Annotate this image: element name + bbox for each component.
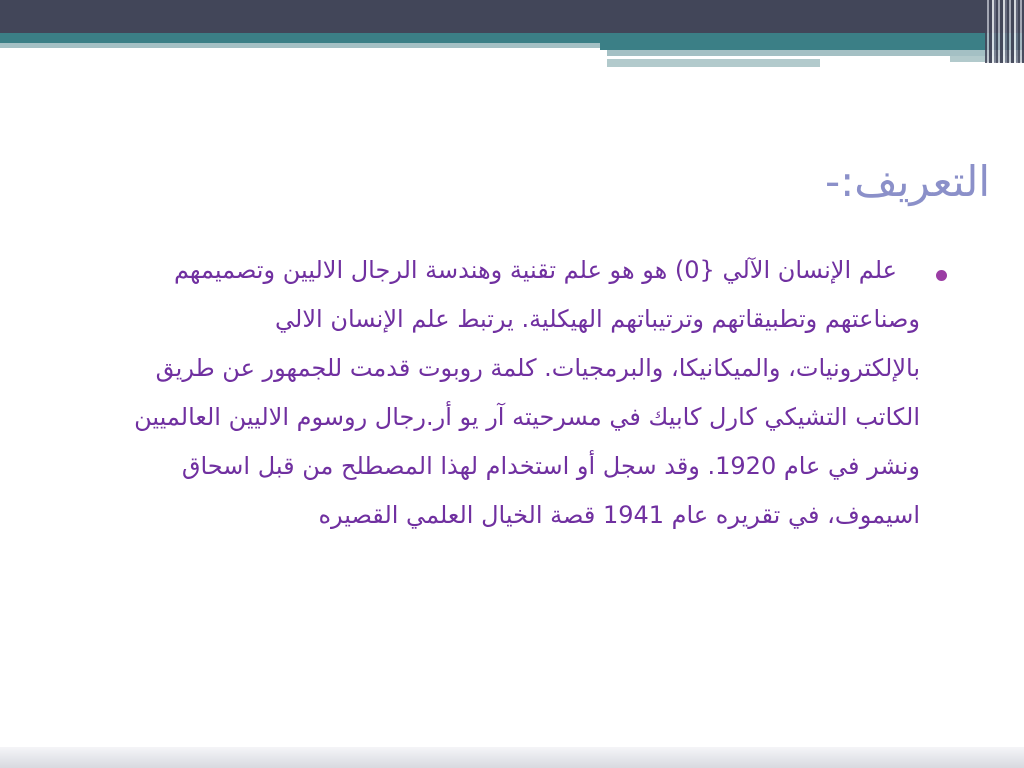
banner-left-light-strip bbox=[0, 43, 605, 48]
bullet-marker bbox=[936, 270, 947, 281]
slide-title: التعريف:- bbox=[824, 157, 990, 206]
body-text-line: اسيموف، في تقريره عام 1941 قصة الخيال العلمي القصيره bbox=[318, 501, 920, 529]
body-text-line: ونشر في عام 1920. وقد سجل أو استخدام لهذا المصطلح من قبل اسحاق bbox=[181, 452, 920, 480]
body-text-line: الكاتب التشيكي كارل كابيك في مسرحيته آر يو أر.رجال روسوم الاليين العالميين bbox=[134, 403, 920, 431]
banner-teal-right-block bbox=[600, 33, 1024, 50]
body-text-block bbox=[85, 246, 920, 540]
body-text-line: وصناعتهم وتطبيقاتهم وترتيباتهم الهيكلية. يرتبط علم الإنسان الالي bbox=[275, 305, 920, 333]
banner-lighter-band bbox=[607, 59, 820, 67]
footer-gray-band bbox=[0, 747, 1024, 768]
body-text-line: علم الإنسان الآلي ⁦(0}⁩ هو هو علم تقنية وهندسة الرجال الاليين وتصميمهم bbox=[173, 256, 897, 284]
banner-dark-bar bbox=[0, 0, 1024, 33]
banner-vertical-stripes-decoration bbox=[985, 0, 1024, 63]
body-text-line: بالإلكترونيات، والميكانيكا، والبرمجيات. كلمة روبوت قدمت للجمهور عن طريق bbox=[155, 354, 920, 382]
